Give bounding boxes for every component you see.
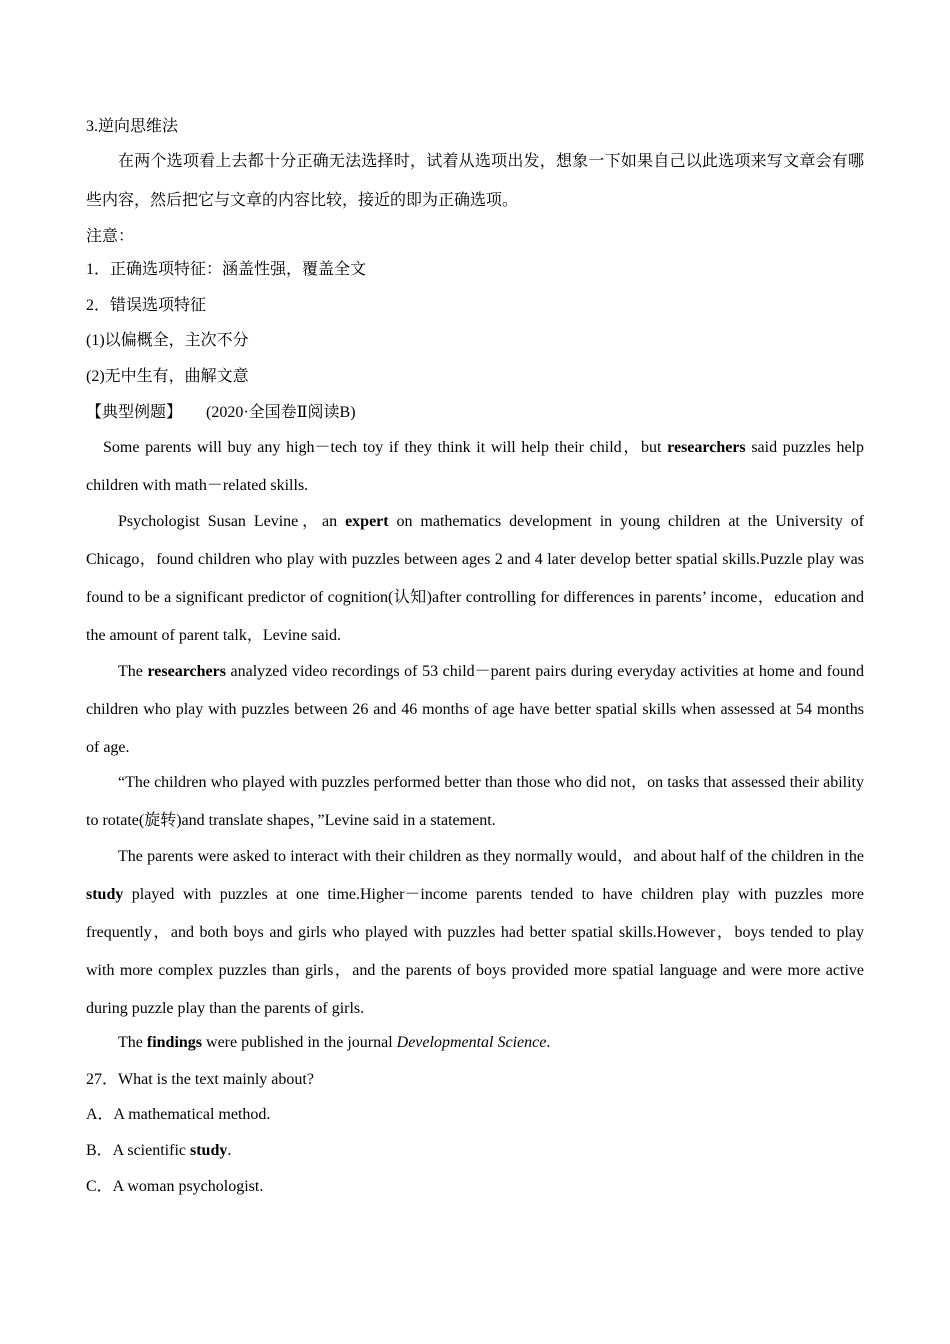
text-run: were published in the journal xyxy=(202,1034,397,1051)
option-a: A．A mathematical method. xyxy=(86,1106,271,1123)
example-label: 【典型例题】 xyxy=(86,404,183,421)
passage-paragraph-3 xyxy=(86,653,864,767)
text-run: Psychologist Susan Levine，an xyxy=(118,513,346,530)
bold-term: study xyxy=(86,886,124,903)
example-header xyxy=(86,403,864,423)
bold-term: expert xyxy=(345,513,389,530)
note-item-2a: (1)以偏概全，主次不分 xyxy=(86,332,249,349)
passage-paragraph-1 xyxy=(86,429,864,505)
text-run: analyzed video recordings of 53 child－parent pairs during everyday activities at home and found children who play with puzzles between 26 and 46 months of age have better spatial skills when assessed at 54 months of age. xyxy=(86,663,865,756)
text-run: “The children who played with puzzles performed better than those who did not，on tasks that assessed their ability to rotate(旋转)and translate shapes，”Levine said in a statement. xyxy=(86,774,864,829)
text-run: said puzzles help children with math－related skills. xyxy=(86,439,864,494)
passage-paragraph-6 xyxy=(86,1024,864,1062)
note-label: 注意： xyxy=(86,228,135,245)
note-item-2: 2．错误选项特征 xyxy=(86,297,207,314)
question-stem: 27．What is the text mainly about? xyxy=(86,1071,314,1088)
example-source: (2020·全国卷Ⅱ阅读B) xyxy=(206,404,356,421)
option-b xyxy=(86,1141,864,1161)
text-run: played with puzzles at one time.Higher－income parents tended to have children play with puzzles more frequently，and both boys and girls who played with puzzles had better spatial skills.However，boys tended to play with more complex puzzles than girls，and the parents of boys provided more spatial language and were more active during puzzle play than the parents of girls. xyxy=(86,886,865,1017)
passage-paragraph-5 xyxy=(86,838,864,1028)
text-run: . xyxy=(227,1142,232,1159)
bold-term: findings xyxy=(146,1034,203,1051)
passage-paragraph-4 xyxy=(86,764,864,840)
option-c: C．A woman psychologist. xyxy=(86,1178,264,1195)
method-description: 在两个选项看上去都十分正确无法选择时，试着从选项出发，想象一下如果自己以此选项来写文章会有哪些内容，然后把它与文章的内容比较，接近的即为正确选项。 xyxy=(86,153,864,209)
note-item-1: 1．正确选项特征：涵盖性强，覆盖全文 xyxy=(86,261,367,278)
section-title: 3.逆向思维法 xyxy=(86,118,179,135)
text-run: on mathematics development in young children at the University of Chicago，found children who play with puzzles between ages 2 and 4 later develop better spatial skills.Puzzle play was found to be a significant predictor of cognition(认知)after controlling for differences in parents’ income，education and the amount of parent talk，Levine said. xyxy=(86,513,864,644)
text-run: B．A scientific xyxy=(86,1142,190,1159)
text-run: The parents were asked to interact with their children as they normally would，and about half of the children in the xyxy=(118,848,864,865)
note-item-2b: (2)无中生有，曲解文意 xyxy=(86,368,249,385)
text-run: The xyxy=(118,663,148,680)
bold-term: study xyxy=(190,1142,228,1159)
journal-title: Developmental Science xyxy=(396,1034,547,1051)
text-run: . xyxy=(546,1034,551,1051)
passage-paragraph-2 xyxy=(86,503,864,655)
text-run: Some parents will buy any high－tech toy if they think it will help their child，but xyxy=(103,439,668,456)
bold-term: researchers xyxy=(667,439,746,456)
bold-term: researchers xyxy=(147,663,226,680)
text-run: The xyxy=(118,1034,147,1051)
